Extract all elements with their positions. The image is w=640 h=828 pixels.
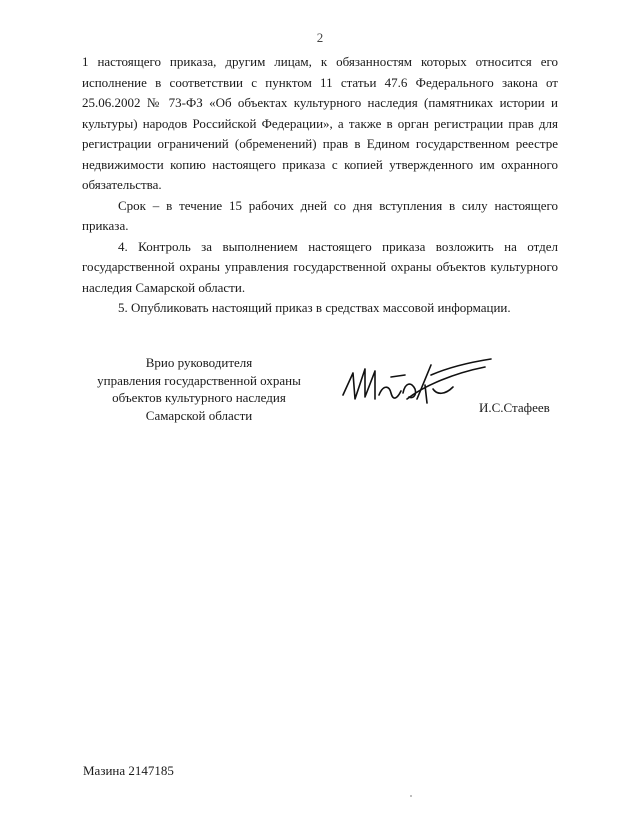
executor-note: Мазина 2147185 xyxy=(83,763,174,778)
signatory-title-line: объектов культурного наследия xyxy=(112,390,286,405)
scan-artifact xyxy=(410,795,412,797)
document-body xyxy=(82,52,558,319)
paragraph-item-4: 4. Контроль за выполнением настоящего приказа возложить на отдел государственной охраны управления государственной охраны объектов культурного наследия Самарской области. xyxy=(82,238,558,295)
paragraph-deadline: Срок – в течение 15 рабочих дней со дня вступления в силу настоящего приказа. xyxy=(82,197,558,233)
signatory-name: И.С.Стафеев xyxy=(479,400,550,415)
signatory-title-line: Врио руководителя xyxy=(145,355,253,370)
signatory-title-line: управления государственной охраны xyxy=(97,372,301,388)
handwritten-signature xyxy=(335,355,495,415)
signatory-title-line: Самарской области xyxy=(145,407,253,423)
page-number: 2 xyxy=(316,30,324,45)
paragraph-item-5: 5. Опубликовать настоящий приказ в средствах массовой информации. xyxy=(118,300,511,315)
paragraph-continuation: 1 настоящего приказа, другим лицам, к обязанностям которых относится его исполнение в соответствии с пунктом 11 статьи 47.6 Федерального закона от 25.06.2002 № 73-ФЗ «Об объектах культурного наследия (памятниках истории и культуры) народов Российской Федерации», а также в орган регистрации прав для регистрации ограничений (обременений) прав в Едином государственном реестре недвижимости копию настоящего приказа с копией утвержденного им охранного обязательства. xyxy=(82,54,558,192)
signatory-title xyxy=(80,354,318,424)
